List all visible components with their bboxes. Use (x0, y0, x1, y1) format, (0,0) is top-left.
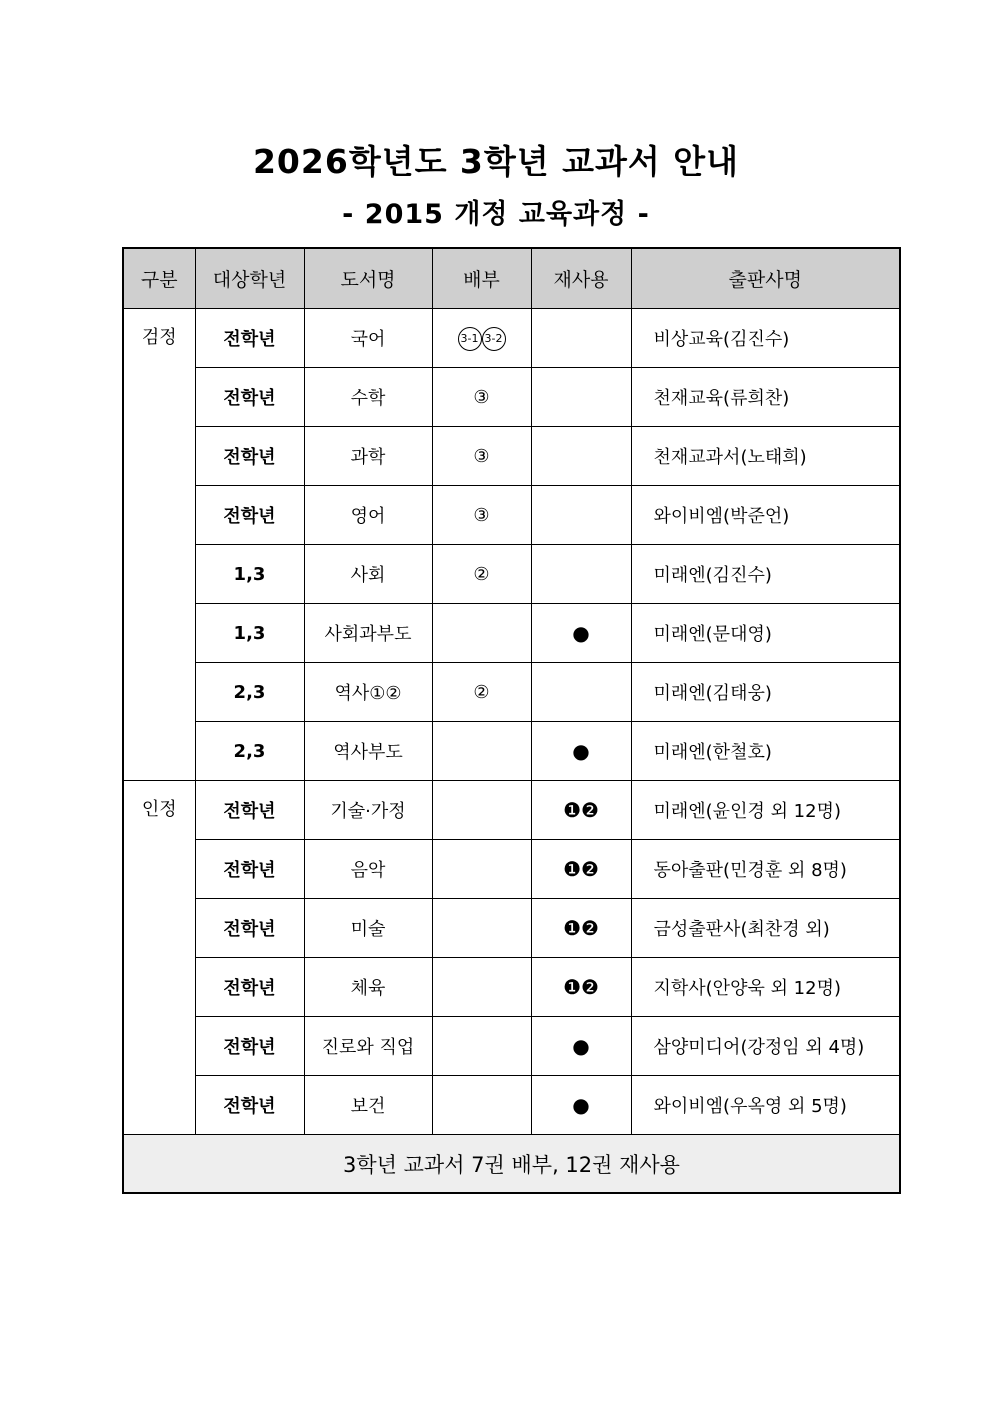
header-book: 도서명 (304, 248, 432, 309)
book-cell: 사회과부도 (304, 604, 432, 663)
header-reuse: 재사용 (531, 248, 631, 309)
publisher-cell: 비상교육(김진수) (631, 309, 900, 368)
table-header-row (123, 248, 900, 309)
grade-cell: 전학년 (195, 1076, 304, 1135)
distribute-cell (432, 840, 531, 899)
table-row (123, 781, 900, 840)
publisher-cell: 와이비엠(박준언) (631, 486, 900, 545)
header-publisher: 출판사명 (631, 248, 900, 309)
document-title: 2026학년도 3학년 교과서 안내 (252, 142, 740, 181)
grade-cell: 전학년 (195, 368, 304, 427)
header-category: 구분 (123, 248, 195, 309)
table-row (123, 722, 900, 781)
book-cell: 체육 (304, 958, 432, 1017)
document-subtitle: - 2015 개정 교육과정 - (342, 199, 650, 230)
book-cell: 국어 (304, 309, 432, 368)
distribute-cell (432, 722, 531, 781)
reuse-12-icon: ❶❷ (531, 958, 631, 1017)
table-row (123, 840, 900, 899)
table-row (123, 1017, 900, 1076)
grade-cell: 전학년 (195, 958, 304, 1017)
table-row (123, 899, 900, 958)
grade-cell: 1,3 (195, 604, 304, 663)
publisher-cell: 미래엔(윤인경 외 12명) (631, 781, 900, 840)
distribute-cell (432, 604, 531, 663)
table-row (123, 486, 900, 545)
book-cell: 미술 (304, 899, 432, 958)
grade-cell: 전학년 (195, 486, 304, 545)
distribute-cell (432, 958, 531, 1017)
table-row (123, 368, 900, 427)
distribute-cell (432, 1017, 531, 1076)
reuse-dot-icon: ● (531, 1017, 631, 1076)
circled-3-1-icon: 3-1 (458, 327, 482, 351)
table-row (123, 545, 900, 604)
publisher-cell: 천재교육(류희찬) (631, 368, 900, 427)
grade-cell: 전학년 (195, 309, 304, 368)
grade-cell: 전학년 (195, 781, 304, 840)
grade-cell: 전학년 (195, 899, 304, 958)
reuse-12-icon: ❶❷ (531, 840, 631, 899)
book-cell: 역사부도 (304, 722, 432, 781)
book-cell: 진로와 직업 (304, 1017, 432, 1076)
reuse-dot-icon: ● (531, 604, 631, 663)
table-row (123, 958, 900, 1017)
publisher-cell: 미래엔(문대영) (631, 604, 900, 663)
reuse-dot-icon: ● (531, 1076, 631, 1135)
book-cell: 기술·가정 (304, 781, 432, 840)
table-row (123, 309, 900, 368)
publisher-cell: 삼양미디어(강정임 외 4명) (631, 1017, 900, 1076)
publisher-cell: 미래엔(김태웅) (631, 663, 900, 722)
category-cell: 검정 (123, 309, 195, 781)
book-cell: 과학 (304, 427, 432, 486)
book-cell: 역사①② (304, 663, 432, 722)
distribute-cell: ② (432, 545, 531, 604)
publisher-cell: 금성출판사(최찬경 외) (631, 899, 900, 958)
distribute-cell (432, 781, 531, 840)
header-distribute: 배부 (432, 248, 531, 309)
header-grade: 대상학년 (195, 248, 304, 309)
reuse-cell (531, 309, 631, 368)
table-row (123, 663, 900, 722)
publisher-cell: 천재교과서(노태희) (631, 427, 900, 486)
distribute-cell (432, 1076, 531, 1135)
reuse-cell (531, 663, 631, 722)
book-cell: 보건 (304, 1076, 432, 1135)
summary-text: 3학년 교과서 7권 배부, 12권 재사용 (123, 1135, 900, 1194)
grade-cell: 전학년 (195, 840, 304, 899)
reuse-12-icon: ❶❷ (531, 899, 631, 958)
reuse-dot-icon: ● (531, 722, 631, 781)
summary-row (123, 1135, 900, 1194)
reuse-12-icon: ❶❷ (531, 781, 631, 840)
publisher-cell: 미래엔(김진수) (631, 545, 900, 604)
book-cell: 사회 (304, 545, 432, 604)
book-cell: 수학 (304, 368, 432, 427)
distribute-cell: ③ (432, 486, 531, 545)
publisher-cell: 와이비엠(우옥영 외 5명) (631, 1076, 900, 1135)
grade-cell: 1,3 (195, 545, 304, 604)
grade-cell: 전학년 (195, 1017, 304, 1076)
table-row (123, 1076, 900, 1135)
grade-cell: 2,3 (195, 722, 304, 781)
reuse-cell (531, 368, 631, 427)
table-row (123, 427, 900, 486)
grade-cell: 2,3 (195, 663, 304, 722)
book-cell: 영어 (304, 486, 432, 545)
publisher-cell: 지학사(안양욱 외 12명) (631, 958, 900, 1017)
circled-3-2-icon: 3-2 (482, 327, 506, 351)
textbook-table (122, 247, 901, 1194)
distribute-cell: ③ (432, 427, 531, 486)
reuse-cell (531, 427, 631, 486)
category-cell: 인정 (123, 781, 195, 1135)
distribute-cell: ③ (432, 368, 531, 427)
distribute-cell (432, 899, 531, 958)
publisher-cell: 동아출판(민경훈 외 8명) (631, 840, 900, 899)
grade-cell: 전학년 (195, 427, 304, 486)
book-cell: 음악 (304, 840, 432, 899)
publisher-cell: 미래엔(한철호) (631, 722, 900, 781)
distribute-cell: ② (432, 663, 531, 722)
reuse-cell (531, 486, 631, 545)
distribute-cell (432, 309, 531, 368)
reuse-cell (531, 545, 631, 604)
table-row (123, 604, 900, 663)
